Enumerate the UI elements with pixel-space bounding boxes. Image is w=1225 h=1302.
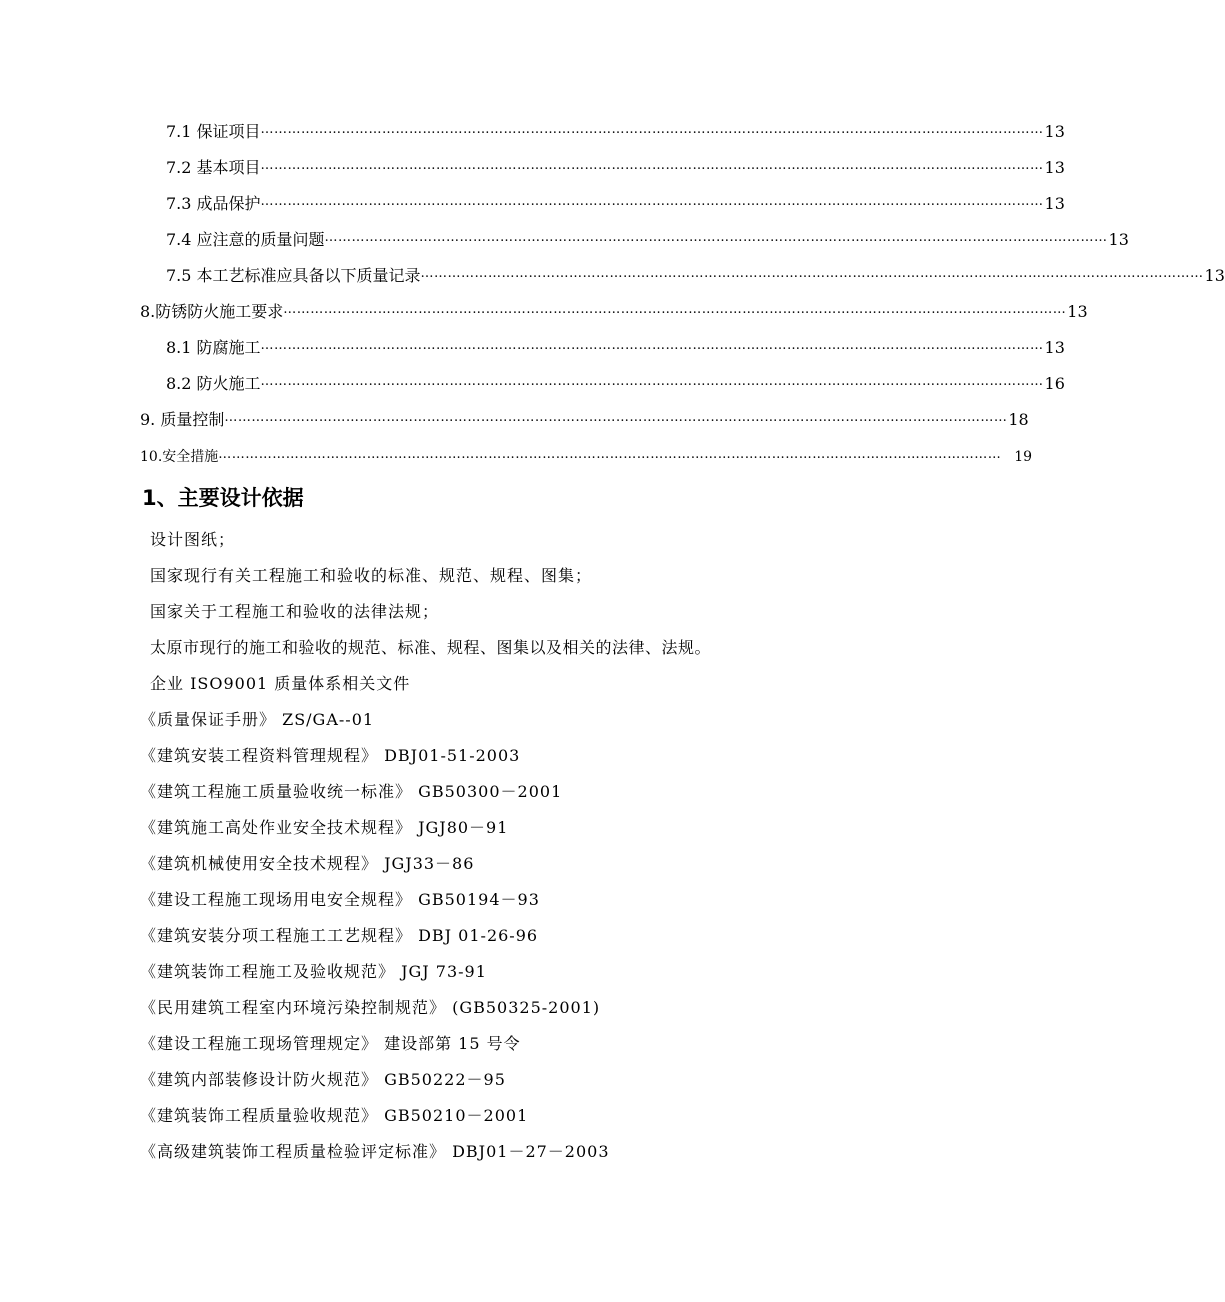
- toc-entry-7-5[interactable]: [166, 262, 1225, 286]
- reference-line: 《建筑安装工程资料管理规程》 DBJ01-51-2003: [140, 746, 521, 765]
- toc-leader-dots: …………………………………………………………………………………………………………………………………………………………: [420, 266, 1204, 281]
- reference-line: 《民用建筑工程室内环境污染控制规范》 (GB50325-2001): [140, 998, 601, 1017]
- reference-line: 《建筑装饰工程施工及验收规范》 JGJ 73-91: [140, 962, 487, 981]
- reference-line: 《建设工程施工现场管理规定》 建设部第 15 号令: [140, 1034, 521, 1053]
- toc-leader-dots: …………………………………………………………………………………………………………………………………………………………: [260, 338, 1044, 353]
- reference-line: 《质量保证手册》 ZS/GA--01: [140, 710, 375, 729]
- toc-entry-label: 7.5 本工艺标准应具备以下质量记录: [166, 266, 421, 285]
- body-line: 设计图纸；: [150, 530, 236, 549]
- toc-leader-dots: …………………………………………………………………………………………………………………………………………………………: [260, 158, 1044, 173]
- body-line: 太原市现行的施工和验收的规范、标准、规程、图集以及相关的法律、法规。: [150, 638, 712, 657]
- toc-entry-page: 16: [1044, 374, 1065, 393]
- toc-entry-10[interactable]: [140, 443, 1033, 467]
- toc-entry-label: 8.2 防火施工: [166, 374, 261, 393]
- toc-entry-7-3[interactable]: [166, 190, 1065, 214]
- reference-line: 《建筑施工高处作业安全技术规程》 JGJ80－91: [140, 818, 509, 837]
- toc-entry-page: 13: [1044, 338, 1065, 357]
- toc-entry-page: 13: [1067, 302, 1088, 321]
- toc-entry-8-2[interactable]: [166, 370, 1065, 394]
- toc-entry-7-4[interactable]: [166, 226, 1129, 250]
- toc-entry-page: 18: [1008, 410, 1029, 429]
- toc-entry-label: 8.1 防腐施工: [166, 338, 261, 357]
- toc-entry-page: 13: [1044, 158, 1065, 177]
- toc-entry-page: 13: [1044, 122, 1065, 141]
- toc-entry-7-2[interactable]: [166, 154, 1065, 178]
- toc-leader-dots: …………………………………………………………………………………………………………………………………………………………: [260, 194, 1044, 209]
- toc-leader-dots: …………………………………………………………………………………………………………………………………………………………: [218, 447, 1002, 462]
- toc-entry-page: 13: [1108, 230, 1129, 249]
- section-heading: 1、主要设计依据: [142, 486, 304, 510]
- toc-entry-page: 13: [1044, 194, 1065, 213]
- toc-leader-dots: …………………………………………………………………………………………………………………………………………………………: [260, 122, 1044, 137]
- toc-entry-9[interactable]: [140, 406, 1029, 430]
- toc-entry-label: 7.4 应注意的质量问题: [166, 230, 325, 249]
- body-line: 企业 ISO9001 质量体系相关文件: [150, 674, 411, 693]
- reference-line: 《建筑机械使用安全技术规程》 JGJ33－86: [140, 854, 475, 873]
- toc-entry-label: 7.3 成品保护: [166, 194, 261, 213]
- reference-line: 《建筑内部装修设计防火规范》 GB50222－95: [140, 1070, 506, 1089]
- toc-entry-page: 19: [1014, 449, 1033, 465]
- body-line: 国家关于工程施工和验收的法律法规；: [150, 602, 440, 621]
- toc-entry-7-1[interactable]: [166, 118, 1065, 142]
- reference-line: 《建筑工程施工质量验收统一标准》 GB50300－2001: [140, 782, 563, 801]
- reference-line: 《高级建筑装饰工程质量检验评定标准》 DBJ01－27－2003: [140, 1142, 610, 1161]
- reference-line: 《建筑安装分项工程施工工艺规程》 DBJ 01-26-96: [140, 926, 539, 945]
- toc-leader-dots: …………………………………………………………………………………………………………………………………………………………: [283, 302, 1067, 317]
- reference-line: 《建设工程施工现场用电安全规程》 GB50194－93: [140, 890, 540, 909]
- reference-line: 《建筑装饰工程质量验收规范》 GB50210－2001: [140, 1106, 529, 1125]
- toc-entry-label: 7.2 基本项目: [166, 158, 261, 177]
- toc-entry-8-1[interactable]: [166, 334, 1065, 358]
- toc-leader-dots: …………………………………………………………………………………………………………………………………………………………: [224, 410, 1008, 425]
- toc-entry-label: 9. 质量控制: [140, 410, 225, 429]
- toc-leader-dots: …………………………………………………………………………………………………………………………………………………………: [324, 230, 1108, 245]
- toc-entry-label: 10.安全措施: [140, 449, 219, 465]
- body-line: 国家现行有关工程施工和验收的标准、规范、规程、图集；: [150, 566, 593, 585]
- toc-entry-label: 8.防锈防火施工要求: [140, 302, 284, 321]
- toc-leader-dots: …………………………………………………………………………………………………………………………………………………………: [260, 374, 1044, 389]
- toc-entry-label: 7.1 保证项目: [166, 122, 261, 141]
- toc-entry-page: 13: [1204, 266, 1225, 285]
- toc-entry-8[interactable]: [140, 298, 1088, 322]
